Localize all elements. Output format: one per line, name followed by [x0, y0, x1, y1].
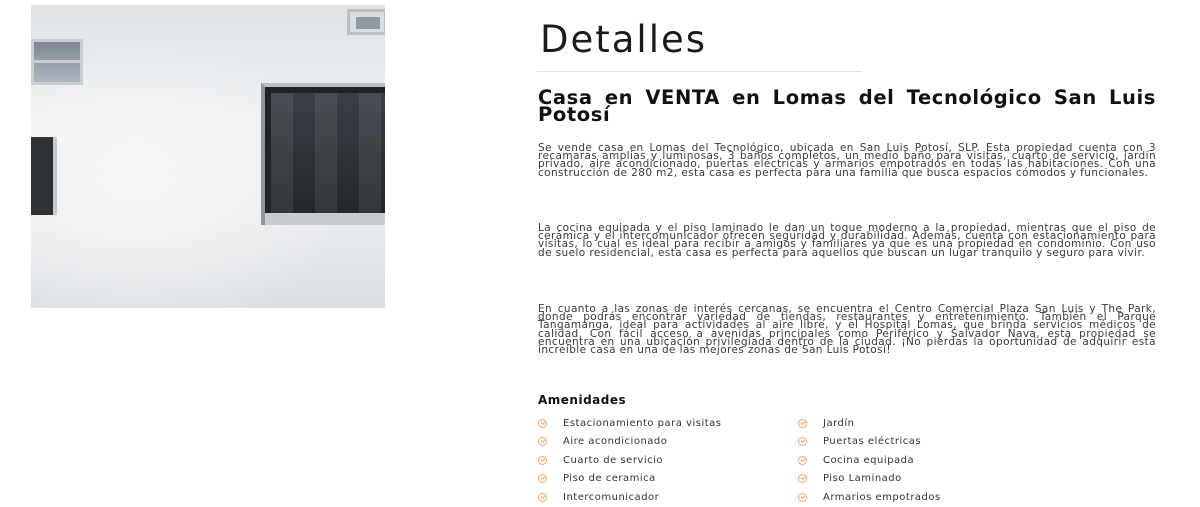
- amenity-item: [798, 488, 998, 507]
- amenity-label: Jardín: [823, 417, 855, 429]
- amenity-label: Armarios empotrados: [823, 491, 941, 503]
- amenity-item: [798, 451, 998, 470]
- check-circle-icon: [798, 474, 807, 483]
- photo-window: [261, 83, 385, 225]
- amenities-title: Amenidades: [538, 393, 627, 407]
- check-circle-icon: [538, 437, 547, 446]
- amenity-label: Puertas eléctricas: [823, 436, 922, 448]
- check-circle-icon: [798, 419, 807, 428]
- photo-window-sill: [265, 213, 385, 225]
- amenity-label: Piso Laminado: [823, 473, 902, 485]
- amenity-label: Aire acondicionado: [563, 436, 668, 448]
- amenity-item: [798, 433, 998, 452]
- check-circle-icon: [798, 493, 807, 502]
- photo-window: [31, 39, 83, 85]
- property-photo[interactable]: [31, 5, 385, 308]
- description-paragraph: Se vende casa en Lomas del Tecnológico, ubicada en San Luis Potosí, SLP. Esta propiedad cuenta con 3 recamaras amplias y luminosas, 3 baños completos, un medio baño para visitas, cuarto de servicio, jardín privado, aire acondicionado, puertas eléctricas y armarios empotrados en todas las habitaciones. Con una construcción de 280 m2, esta casa es perfecta para una familia que busca espacios cómodos y funcionales.: [538, 142, 1156, 179]
- title-divider: [537, 71, 862, 72]
- amenity-item: [538, 488, 798, 507]
- amenities-list: [538, 414, 998, 507]
- check-circle-icon: [538, 456, 547, 465]
- amenity-item: [538, 470, 798, 489]
- amenity-item: [538, 414, 798, 433]
- description-paragraph: En cuanto a las zonas de interés cercanas, se encuentra el Centro Comercial Plaza San Luis y The Park, donde podrás encontrar variedad de tiendas, restaurantes y entretenimiento. También el Parque Tangamanga, ideal para actividades al aire libre, y el Hospital Lomas, que brinda servicios médicos de calidad. Con fácil acceso a avenidas principales como Periférico y Salvador Nava, esta propiedad se encuentra en una ubicación privilegiada dentro de la ciudad. ¡No pierdas la oportunidad de adquirir esta increíble casa en una de las mejores zonas de San Luis Potosí!: [538, 303, 1156, 357]
- check-circle-icon: [538, 474, 547, 483]
- amenity-label: Intercomunicador: [563, 491, 660, 503]
- amenity-label: Estacionamiento para visitas: [563, 417, 722, 429]
- photo-window-panes: [271, 93, 385, 213]
- property-heading: Casa en VENTA en Lomas del Tecnológico San Luis Potosí: [538, 86, 1156, 126]
- check-circle-icon: [798, 456, 807, 465]
- photo-window: [31, 137, 57, 215]
- check-circle-icon: [538, 419, 547, 428]
- amenity-label: Cuarto de servicio: [563, 454, 664, 466]
- check-circle-icon: [798, 437, 807, 446]
- check-circle-icon: [538, 493, 547, 502]
- amenity-label: Piso de ceramica: [563, 473, 656, 485]
- description-paragraph: La cocina equipada y el piso laminado le dan un toque moderno a la propiedad, mientras que el piso de cerámica y el intercomunicador ofrecen seguridad y durabilidad. Además, cuenta con estacionamiento para visitas, lo cual es ideal para recibir a amigos y familiares ya que es una propiedad en condominio. Con uso de suelo residencial, esta casa es perfecta para aquellos que buscan un lugar tranquilo y seguro para vivir.: [538, 222, 1156, 259]
- amenity-item: [798, 470, 998, 489]
- section-title: Detalles: [540, 18, 708, 61]
- amenity-label: Cocina equipada: [823, 454, 915, 466]
- photo-window: [347, 9, 385, 35]
- amenity-item: [538, 451, 798, 470]
- amenity-item: [538, 433, 798, 452]
- amenity-item: [798, 414, 998, 433]
